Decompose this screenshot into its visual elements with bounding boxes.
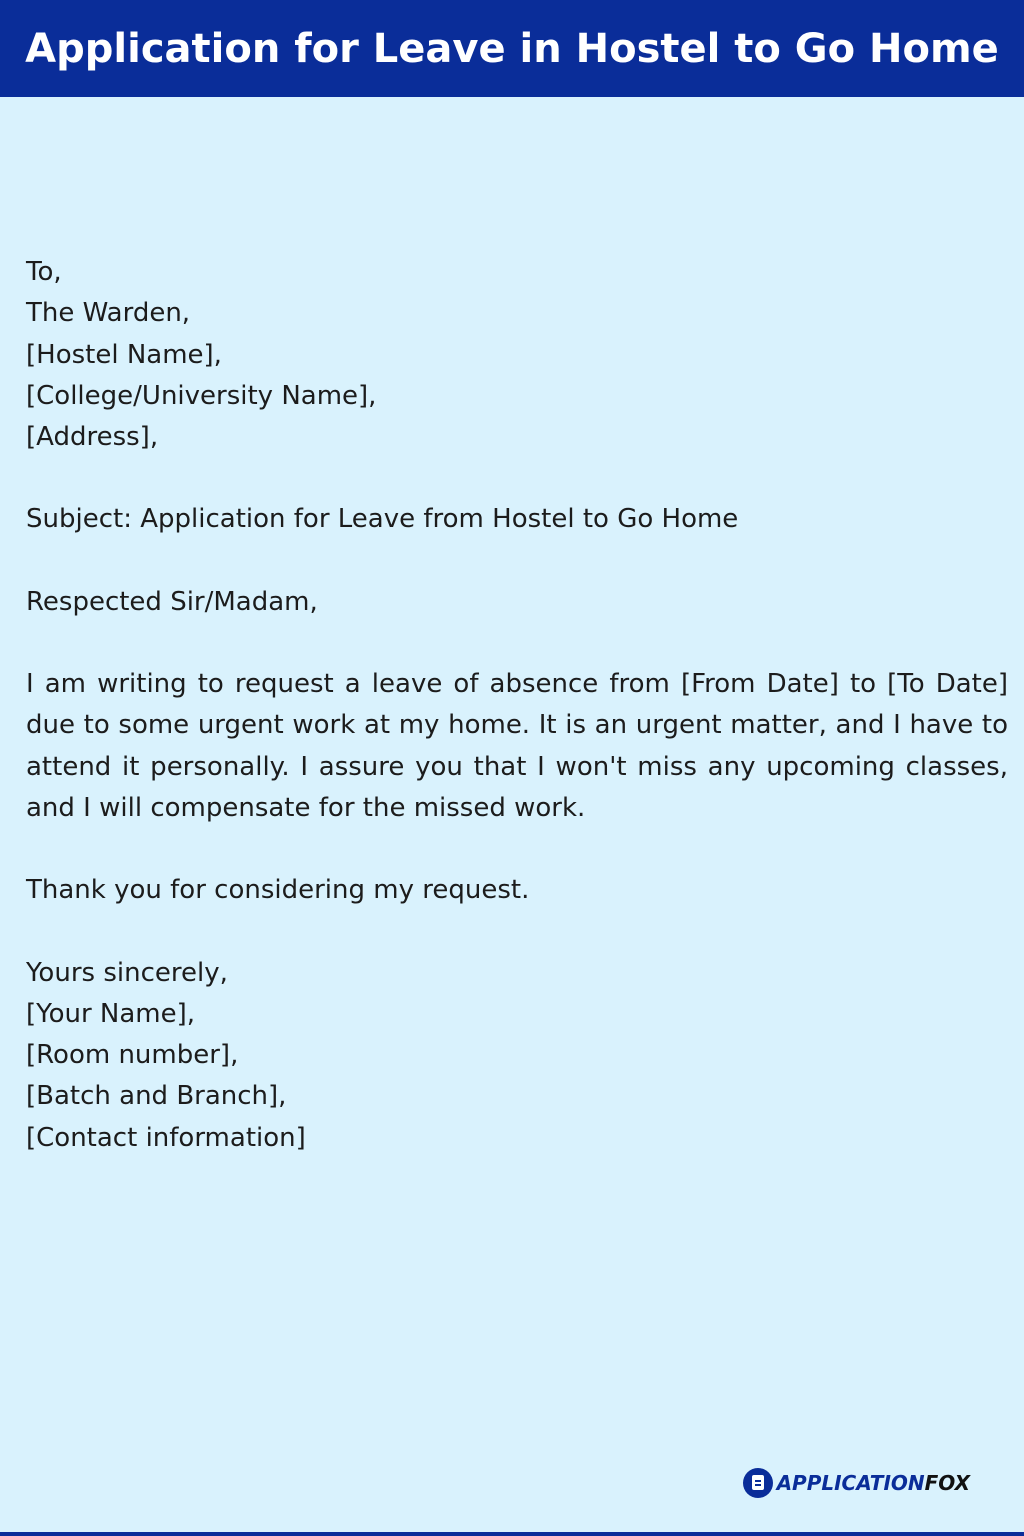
address-line: The Warden, xyxy=(26,298,191,329)
subject-line xyxy=(26,499,1008,540)
brand-logo xyxy=(743,1468,970,1498)
subject-text: Subject: Application for Leave from Hostel to Go Home xyxy=(26,504,739,535)
signature-block xyxy=(26,953,1008,1159)
address-line: [Hostel Name], xyxy=(26,339,222,370)
closing-line: [Room number], xyxy=(26,1040,239,1071)
thanks-line xyxy=(26,870,1008,911)
closing-line: [Your Name], xyxy=(26,998,196,1029)
page-header xyxy=(0,0,1024,97)
address-line: To, xyxy=(26,257,62,287)
brand-part-1: APPLICATION xyxy=(776,1471,925,1495)
document-icon xyxy=(743,1468,773,1498)
letter-body xyxy=(26,252,1008,1159)
thanks-text: Thank you for considering my request. xyxy=(26,875,530,906)
address-line: [Address], xyxy=(26,422,159,453)
brand-part-2: FOX xyxy=(924,1471,970,1495)
closing-line: [Batch and Branch], xyxy=(26,1081,287,1112)
salutation xyxy=(26,582,1008,623)
page-title: Application for Leave in Hostel to Go Home xyxy=(25,25,999,72)
closing-line: [Contact information] xyxy=(26,1122,306,1153)
brand-wordmark xyxy=(777,1473,970,1493)
address-line: [College/University Name], xyxy=(26,380,377,411)
recipient-address xyxy=(26,252,1008,458)
letter-paragraph: I am writing to request a leave of absence from [From Date] to [To Date] due to some urgent work at my home. It is an urgent matter, and I have to attend it personally. I assure you that I won't miss any upcoming classes, and I will compensate for the missed work. xyxy=(26,669,1008,823)
salutation-text: Respected Sir/Madam, xyxy=(26,586,318,617)
closing-line: Yours sincerely, xyxy=(26,957,228,988)
footer-bar xyxy=(0,1532,1024,1536)
